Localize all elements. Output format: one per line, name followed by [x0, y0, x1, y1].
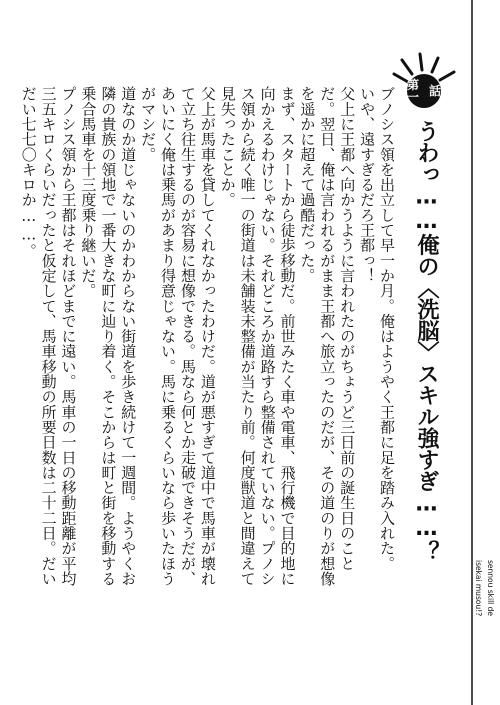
paragraph: 父上が馬車を貸してくれなかったわけだ。道が悪すぎて道中で馬車が壊れて立ち往生するのが容易に想像できる。馬なら何とか走破できそうだが、あいにく俺は乗馬があまり得意じゃない。馬に乗るくらいなら歩いたほうがマシだ。 [139, 86, 217, 586]
chapter-badge-text-2: 話 [428, 84, 441, 98]
chapter-badge [407, 74, 441, 108]
romaji-line-2: isekai musou!? [474, 560, 483, 617]
paragraph: いや、遠すぎるだろ王都っ！ [358, 86, 377, 283]
paragraph: まず、スタートから徒歩移動だ。前世みたく車や電車、飛行機で目的地に向かえるわけじゃない。それどころか道路すら整備されていない。プノシス領から続く唯一の街道は未舗装未整備が当たり前。何度獣道と間違えて見失ったことか。 [218, 86, 297, 586]
chapter-badge-text-1: 第一 [407, 78, 420, 104]
paragraph: プノシス領から王都はそれほどまでに遠い。馬車の一日の移動距離が平均三五キロくらいだったと仮定して、馬車移動の所要日数は二十二日。だいだい七七〇キロか……。 [19, 86, 78, 586]
paragraph: 父上に王都へ向かうように言われたのがちょうど三日前の誕生日のことだ。翌日、俺は言われるがまま王都へ旅立ったのだが、その道のりが想像を遥かに超えて過酷だった。 [298, 86, 357, 586]
paragraph: 道なのか道じゃないのかわからない街道を歩き続けて一週間。ようやくお隣の貴族の領地で一番大きな町に辿り着く。そこからは町と街を移動する乗合馬車を十三度乗り継いだ。 [79, 86, 138, 586]
body-text [19, 86, 396, 596]
series-romaji [470, 560, 496, 700]
paragraph: ブノシス領を出立して早一か月。俺はようやく王都に足を踏み入れた。 [378, 86, 396, 571]
chapter-title: うわっ……俺の〈洗脳〉スキル強すぎ……？ [414, 120, 439, 562]
romaji-line-1: sennou skill de [486, 560, 495, 617]
